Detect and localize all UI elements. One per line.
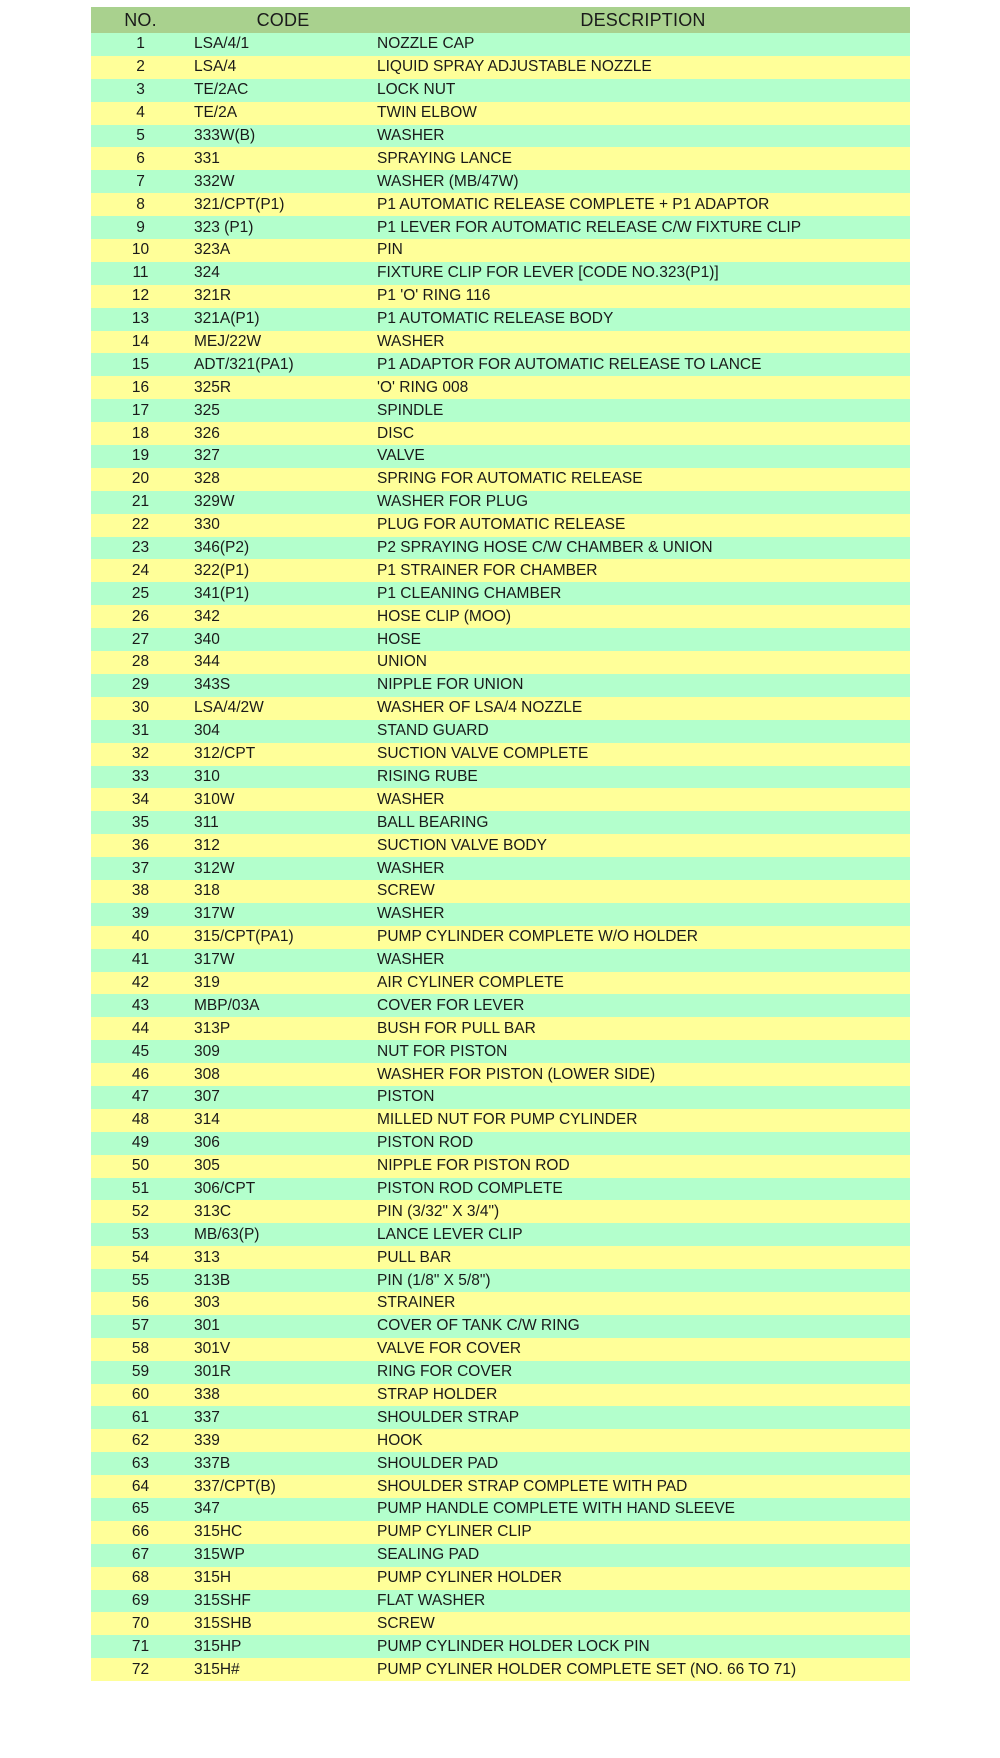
table-row	[91, 743, 910, 766]
row-code: 322(P1)	[194, 561, 250, 579]
row-description: NIPPLE FOR UNION	[377, 676, 524, 694]
row-description: P1 ADAPTOR FOR AUTOMATIC RELEASE TO LANCE	[377, 355, 762, 373]
row-number: 30	[131, 699, 150, 717]
table-row	[91, 1429, 910, 1452]
table-row	[91, 1292, 910, 1315]
row-description: HOSE	[377, 630, 421, 648]
table-body	[91, 33, 910, 1681]
row-code: 342	[194, 607, 220, 625]
row-code: 315/CPT(PA1)	[194, 928, 294, 946]
table-row	[91, 811, 910, 834]
row-code: 337	[194, 1408, 220, 1426]
row-code: MBP/03A	[194, 996, 260, 1014]
row-code: 333W(B)	[194, 127, 256, 144]
row-code: 338	[194, 1385, 220, 1403]
table-row	[91, 1658, 910, 1681]
row-code: 323 (P1)	[194, 218, 254, 236]
row-number: 29	[131, 676, 150, 694]
row-description: LANCE LEVER CLIP	[377, 1225, 523, 1243]
row-code: 341(P1)	[194, 584, 250, 602]
row-code: 309	[194, 1042, 220, 1060]
table-row	[91, 605, 910, 628]
table-row	[91, 674, 910, 697]
row-code: 301V	[194, 1340, 231, 1358]
row-code: 308	[194, 1065, 220, 1083]
row-number: 51	[131, 1179, 150, 1197]
table-row	[91, 468, 910, 491]
table-row	[91, 1590, 910, 1613]
row-description: SCREW	[377, 882, 435, 900]
row-number: 17	[131, 401, 150, 419]
row-code: 301R	[194, 1363, 232, 1381]
row-description: PIN (1/8" X 5/8")	[377, 1271, 491, 1289]
row-description: WASHER	[377, 951, 445, 969]
row-description: PUMP CYLINER HOLDER	[377, 1569, 562, 1587]
table-row	[91, 1612, 910, 1635]
row-number: 70	[131, 1614, 150, 1632]
row-description: P1 AUTOMATIC RELEASE COMPLETE + P1 ADAPTOR	[377, 195, 770, 213]
row-description: NIPPLE FOR PISTON ROD	[377, 1157, 570, 1175]
row-code: 318	[194, 882, 220, 900]
row-number: 38	[131, 882, 150, 900]
row-code: 315SHF	[194, 1592, 251, 1609]
table-row	[91, 1567, 910, 1590]
table-row	[91, 239, 910, 262]
row-number: 5	[136, 127, 145, 144]
row-code: 313P	[194, 1019, 231, 1037]
row-code: 306	[194, 1134, 220, 1152]
table-row	[91, 353, 910, 376]
row-description: WASHER	[377, 127, 445, 144]
row-description: RING FOR COVER	[377, 1363, 513, 1381]
table-row	[91, 537, 910, 560]
row-code: MEJ/22W	[194, 333, 262, 351]
row-code: 315HC	[194, 1523, 243, 1541]
row-description: VALVE FOR COVER	[377, 1340, 522, 1358]
row-code: 347	[194, 1500, 220, 1518]
row-number: 60	[131, 1385, 150, 1403]
row-number: 9	[136, 218, 145, 236]
row-number: 31	[131, 722, 150, 740]
row-code: 303	[194, 1294, 220, 1312]
row-number: 42	[131, 973, 150, 991]
row-code: 304	[194, 722, 220, 740]
row-description: P1 STRAINER FOR CHAMBER	[377, 561, 598, 579]
table-row	[91, 102, 910, 125]
row-description: P2 SPRAYING HOSE C/W CHAMBER & UNION	[377, 539, 713, 557]
table-row	[91, 445, 910, 468]
table-row	[91, 903, 910, 926]
row-code: 326	[194, 424, 220, 442]
row-description: FIXTURE CLIP FOR LEVER [CODE NO.323(P1)]	[377, 264, 719, 282]
row-code: 307	[194, 1088, 220, 1106]
row-description: SHOULDER PAD	[377, 1454, 499, 1472]
row-code: 324	[194, 264, 220, 282]
row-code: 305	[194, 1157, 220, 1175]
table-row	[91, 1269, 910, 1292]
table-row	[91, 1223, 910, 1246]
row-code: 332W	[194, 172, 235, 190]
table-row	[91, 628, 910, 651]
row-code: 311	[194, 813, 219, 831]
row-description: PLUG FOR AUTOMATIC RELEASE	[377, 516, 626, 534]
row-description: PIN	[377, 241, 403, 259]
row-code: 319	[194, 973, 220, 991]
table-row	[91, 125, 910, 148]
table-row	[91, 582, 910, 605]
row-number: 67	[131, 1546, 150, 1564]
table-header	[91, 7, 910, 33]
row-code: LSA/4	[194, 58, 237, 76]
row-code: 331	[194, 149, 220, 167]
row-code: 312	[194, 836, 220, 854]
row-description: WASHER FOR PLUG	[377, 493, 528, 511]
row-number: 1	[136, 35, 145, 53]
table-row	[91, 170, 910, 193]
table-row	[91, 788, 910, 811]
row-description: STAND GUARD	[377, 722, 489, 740]
row-description: SPINDLE	[377, 401, 444, 419]
row-code: 312W	[194, 859, 235, 877]
row-description: SPRING FOR AUTOMATIC RELEASE	[377, 470, 643, 488]
row-number: 39	[131, 905, 150, 923]
table-row	[91, 33, 910, 56]
row-number: 19	[131, 447, 150, 465]
table-row	[91, 1155, 910, 1178]
row-number: 58	[131, 1340, 150, 1358]
parts-list-table	[91, 7, 910, 1681]
row-description: PISTON ROD COMPLETE	[377, 1179, 563, 1197]
row-description: WASHER FOR PISTON (LOWER SIDE)	[377, 1065, 656, 1083]
table-row	[91, 1132, 910, 1155]
row-number: 62	[131, 1431, 150, 1449]
row-code: 344	[194, 653, 220, 671]
table-row	[91, 834, 910, 857]
row-description: SHOULDER STRAP COMPLETE WITH PAD	[377, 1477, 688, 1495]
row-number: 47	[131, 1088, 150, 1106]
row-code: 317W	[194, 905, 235, 923]
row-code: 321A(P1)	[194, 310, 260, 328]
row-code: 340	[194, 630, 220, 648]
row-number: 34	[131, 790, 150, 808]
row-number: 21	[131, 493, 150, 511]
row-code: 315H#	[194, 1660, 240, 1678]
row-code: TE/2AC	[194, 81, 249, 99]
row-description: RISING RUBE	[377, 767, 478, 785]
row-number: 11	[132, 264, 149, 282]
table-row	[91, 1338, 910, 1361]
row-code: 337B	[194, 1454, 231, 1472]
table-row	[91, 56, 910, 79]
row-description: STRAINER	[377, 1294, 456, 1312]
row-number: 46	[131, 1065, 150, 1083]
row-description: SPRAYING LANCE	[377, 149, 512, 167]
table-row	[91, 1178, 910, 1201]
row-description: STRAP HOLDER	[377, 1385, 498, 1403]
table-row	[91, 1063, 910, 1086]
row-number: 54	[131, 1248, 150, 1266]
row-code: 325	[194, 401, 220, 419]
row-description: PUMP CYLINER CLIP	[377, 1523, 532, 1541]
row-number: 48	[131, 1111, 150, 1129]
table-row	[91, 193, 910, 216]
row-number: 32	[131, 745, 150, 763]
row-description: PIN (3/32" X 3/4")	[377, 1202, 500, 1220]
table-row	[91, 1452, 910, 1475]
row-number: 14	[131, 333, 150, 351]
table-row	[91, 1498, 910, 1521]
row-number: 50	[131, 1157, 150, 1175]
row-description: WASHER	[377, 905, 445, 923]
row-description: SCREW	[377, 1614, 435, 1632]
row-description: HOSE CLIP (MOO)	[377, 607, 512, 625]
table-row	[91, 262, 910, 285]
row-description: WASHER OF LSA/4 NOZZLE	[377, 699, 583, 717]
row-code: 313B	[194, 1271, 231, 1289]
row-code: LSA/4/2W	[194, 699, 264, 717]
table-row	[91, 1544, 910, 1567]
row-code: 330	[194, 516, 220, 534]
row-description: BALL BEARING	[377, 813, 489, 831]
row-number: 41	[131, 951, 150, 969]
row-number: 63	[131, 1454, 150, 1472]
row-code: 315WP	[194, 1546, 245, 1564]
row-number: 15	[131, 355, 150, 373]
table-row	[91, 1384, 910, 1407]
row-code: 343S	[194, 676, 231, 694]
table-row	[91, 514, 910, 537]
row-number: 10	[131, 241, 150, 259]
table-row	[91, 1475, 910, 1498]
table-row	[91, 376, 910, 399]
row-code: 315SHB	[194, 1614, 252, 1632]
row-number: 6	[136, 149, 145, 167]
row-description: COVER FOR LEVER	[377, 996, 525, 1014]
row-number: 25	[131, 584, 150, 602]
table-row	[91, 1406, 910, 1429]
row-number: 56	[131, 1294, 150, 1312]
table-row	[91, 720, 910, 743]
table-row	[91, 972, 910, 995]
row-number: 71	[131, 1637, 150, 1655]
table-row	[91, 399, 910, 422]
row-description: BUSH FOR PULL BAR	[377, 1019, 536, 1037]
row-number: 44	[131, 1019, 150, 1037]
row-code: ADT/321(PA1)	[194, 355, 294, 373]
row-description: P1 AUTOMATIC RELEASE BODY	[377, 310, 614, 328]
row-number: 68	[131, 1569, 150, 1587]
row-number: 57	[131, 1317, 150, 1335]
row-description: VALVE	[377, 447, 425, 465]
table-row	[91, 422, 910, 445]
row-number: 36	[131, 836, 150, 854]
table-row	[91, 1109, 910, 1132]
row-code: 328	[194, 470, 220, 488]
header-no: NO.	[124, 9, 157, 30]
table-row	[91, 1017, 910, 1040]
row-code: 321R	[194, 287, 232, 305]
row-code: 310W	[194, 790, 235, 808]
row-description: LIQUID SPRAY ADJUSTABLE NOZZLE	[377, 58, 652, 76]
row-code: 301	[194, 1317, 220, 1335]
row-description: SHOULDER STRAP	[377, 1408, 520, 1426]
row-number: 64	[131, 1477, 150, 1495]
row-number: 7	[136, 172, 145, 190]
row-description: FLAT WASHER	[377, 1592, 486, 1609]
row-description: PUMP CYLINDER HOLDER LOCK PIN	[377, 1637, 650, 1655]
row-number: 69	[131, 1592, 150, 1609]
table-row	[91, 216, 910, 239]
row-number: 23	[131, 539, 150, 557]
row-description: PISTON	[377, 1088, 435, 1106]
row-description: P1 LEVER FOR AUTOMATIC RELEASE C/W FIXTURE CLIP	[377, 218, 802, 236]
row-code: 329W	[194, 493, 235, 511]
row-code: MB/63(P)	[194, 1225, 260, 1243]
row-number: 8	[136, 195, 145, 213]
table-row	[91, 1246, 910, 1269]
table-row	[91, 766, 910, 789]
row-description: AIR CYLINER COMPLETE	[377, 973, 564, 991]
row-number: 12	[131, 287, 150, 305]
row-description: P1 CLEANING CHAMBER	[377, 584, 562, 602]
row-code: 337/CPT(B)	[194, 1477, 276, 1495]
row-description: HOOK	[377, 1431, 423, 1449]
row-description: PISTON ROD	[377, 1134, 474, 1152]
table-row	[91, 1040, 910, 1063]
header-code: CODE	[256, 9, 310, 30]
row-description: PUMP CYLINDER COMPLETE W/O HOLDER	[377, 928, 698, 946]
row-code: 317W	[194, 951, 235, 969]
row-number: 22	[131, 516, 150, 534]
table-row	[91, 1361, 910, 1384]
table-row	[91, 1086, 910, 1109]
row-code: 321/CPT(P1)	[194, 195, 285, 213]
table-row	[91, 491, 910, 514]
row-description: SUCTION VALVE COMPLETE	[377, 745, 589, 763]
table-row	[91, 308, 910, 331]
row-description: WASHER	[377, 859, 445, 877]
row-description: DISC	[377, 424, 415, 442]
row-description: WASHER	[377, 333, 445, 351]
row-description: NUT FOR PISTON	[377, 1042, 508, 1060]
table-row	[91, 926, 910, 949]
row-description: SEALING PAD	[377, 1546, 480, 1564]
row-number: 35	[131, 813, 150, 831]
row-description: MILLED NUT FOR PUMP CYLINDER	[377, 1111, 638, 1129]
row-number: 61	[131, 1408, 150, 1426]
row-code: 315H	[194, 1569, 232, 1587]
row-code: 313C	[194, 1202, 232, 1220]
row-code: 313	[194, 1248, 220, 1266]
row-number: 53	[131, 1225, 150, 1243]
row-code: 323A	[194, 241, 231, 259]
row-code: 346(P2)	[194, 539, 250, 557]
table-row	[91, 1521, 910, 1544]
table-row	[91, 949, 910, 972]
row-number: 65	[131, 1500, 150, 1518]
row-number: 45	[131, 1042, 150, 1060]
row-description: TWIN ELBOW	[377, 104, 477, 122]
table-row	[91, 697, 910, 720]
table-row	[91, 880, 910, 903]
row-number: 66	[131, 1523, 150, 1541]
row-number: 55	[131, 1271, 150, 1289]
row-description: LOCK NUT	[377, 81, 456, 99]
row-number: 16	[131, 378, 150, 396]
table-row	[91, 147, 910, 170]
row-number: 52	[131, 1202, 150, 1220]
table-row	[91, 1635, 910, 1658]
row-code: 312/CPT	[194, 745, 256, 763]
row-description: SUCTION VALVE BODY	[377, 836, 547, 854]
row-description: WASHER (MB/47W)	[377, 172, 519, 190]
table-row	[91, 79, 910, 102]
row-number: 28	[131, 653, 150, 671]
table-row	[91, 331, 910, 354]
row-description: WASHER	[377, 790, 445, 808]
row-number: 72	[131, 1660, 150, 1678]
table-row	[91, 1315, 910, 1338]
row-code: 339	[194, 1431, 220, 1449]
row-number: 26	[131, 607, 150, 625]
table-row	[91, 1200, 910, 1223]
row-number: 27	[131, 630, 150, 648]
table-row	[91, 994, 910, 1017]
row-code: TE/2A	[194, 104, 238, 122]
table-row	[91, 651, 910, 674]
row-number: 43	[131, 996, 150, 1014]
row-description: 'O' RING 008	[377, 378, 469, 396]
row-code: LSA/4/1	[194, 35, 250, 53]
table-row	[91, 285, 910, 308]
row-number: 3	[136, 81, 145, 99]
row-description: NOZZLE CAP	[377, 35, 475, 53]
row-number: 13	[131, 310, 150, 328]
row-description: PUMP CYLINER HOLDER COMPLETE SET (NO. 66 TO 71)	[377, 1660, 797, 1678]
row-code: 327	[194, 447, 220, 465]
table-row	[91, 559, 910, 582]
row-code: 325R	[194, 378, 232, 396]
row-description: COVER OF TANK C/W RING	[377, 1317, 580, 1335]
row-code: 315HP	[194, 1637, 242, 1655]
row-code: 314	[194, 1111, 220, 1129]
row-number: 59	[131, 1363, 150, 1381]
row-number: 49	[131, 1134, 150, 1152]
row-description: PULL BAR	[377, 1248, 452, 1266]
row-number: 33	[131, 767, 150, 785]
table-row	[91, 857, 910, 880]
row-description: UNION	[377, 653, 427, 671]
row-number: 20	[131, 470, 150, 488]
row-description: PUMP HANDLE COMPLETE WITH HAND SLEEVE	[377, 1500, 736, 1518]
row-code: 306/CPT	[194, 1179, 256, 1197]
row-number: 18	[131, 424, 150, 442]
row-description: P1 'O' RING 116	[377, 287, 491, 305]
row-code: 310	[194, 767, 220, 785]
header-row	[91, 7, 910, 33]
row-number: 2	[136, 58, 145, 76]
row-number: 4	[136, 104, 145, 122]
row-number: 37	[131, 859, 150, 877]
row-number: 24	[131, 561, 150, 579]
header-description: DESCRIPTION	[580, 9, 706, 30]
row-number: 40	[131, 928, 150, 946]
